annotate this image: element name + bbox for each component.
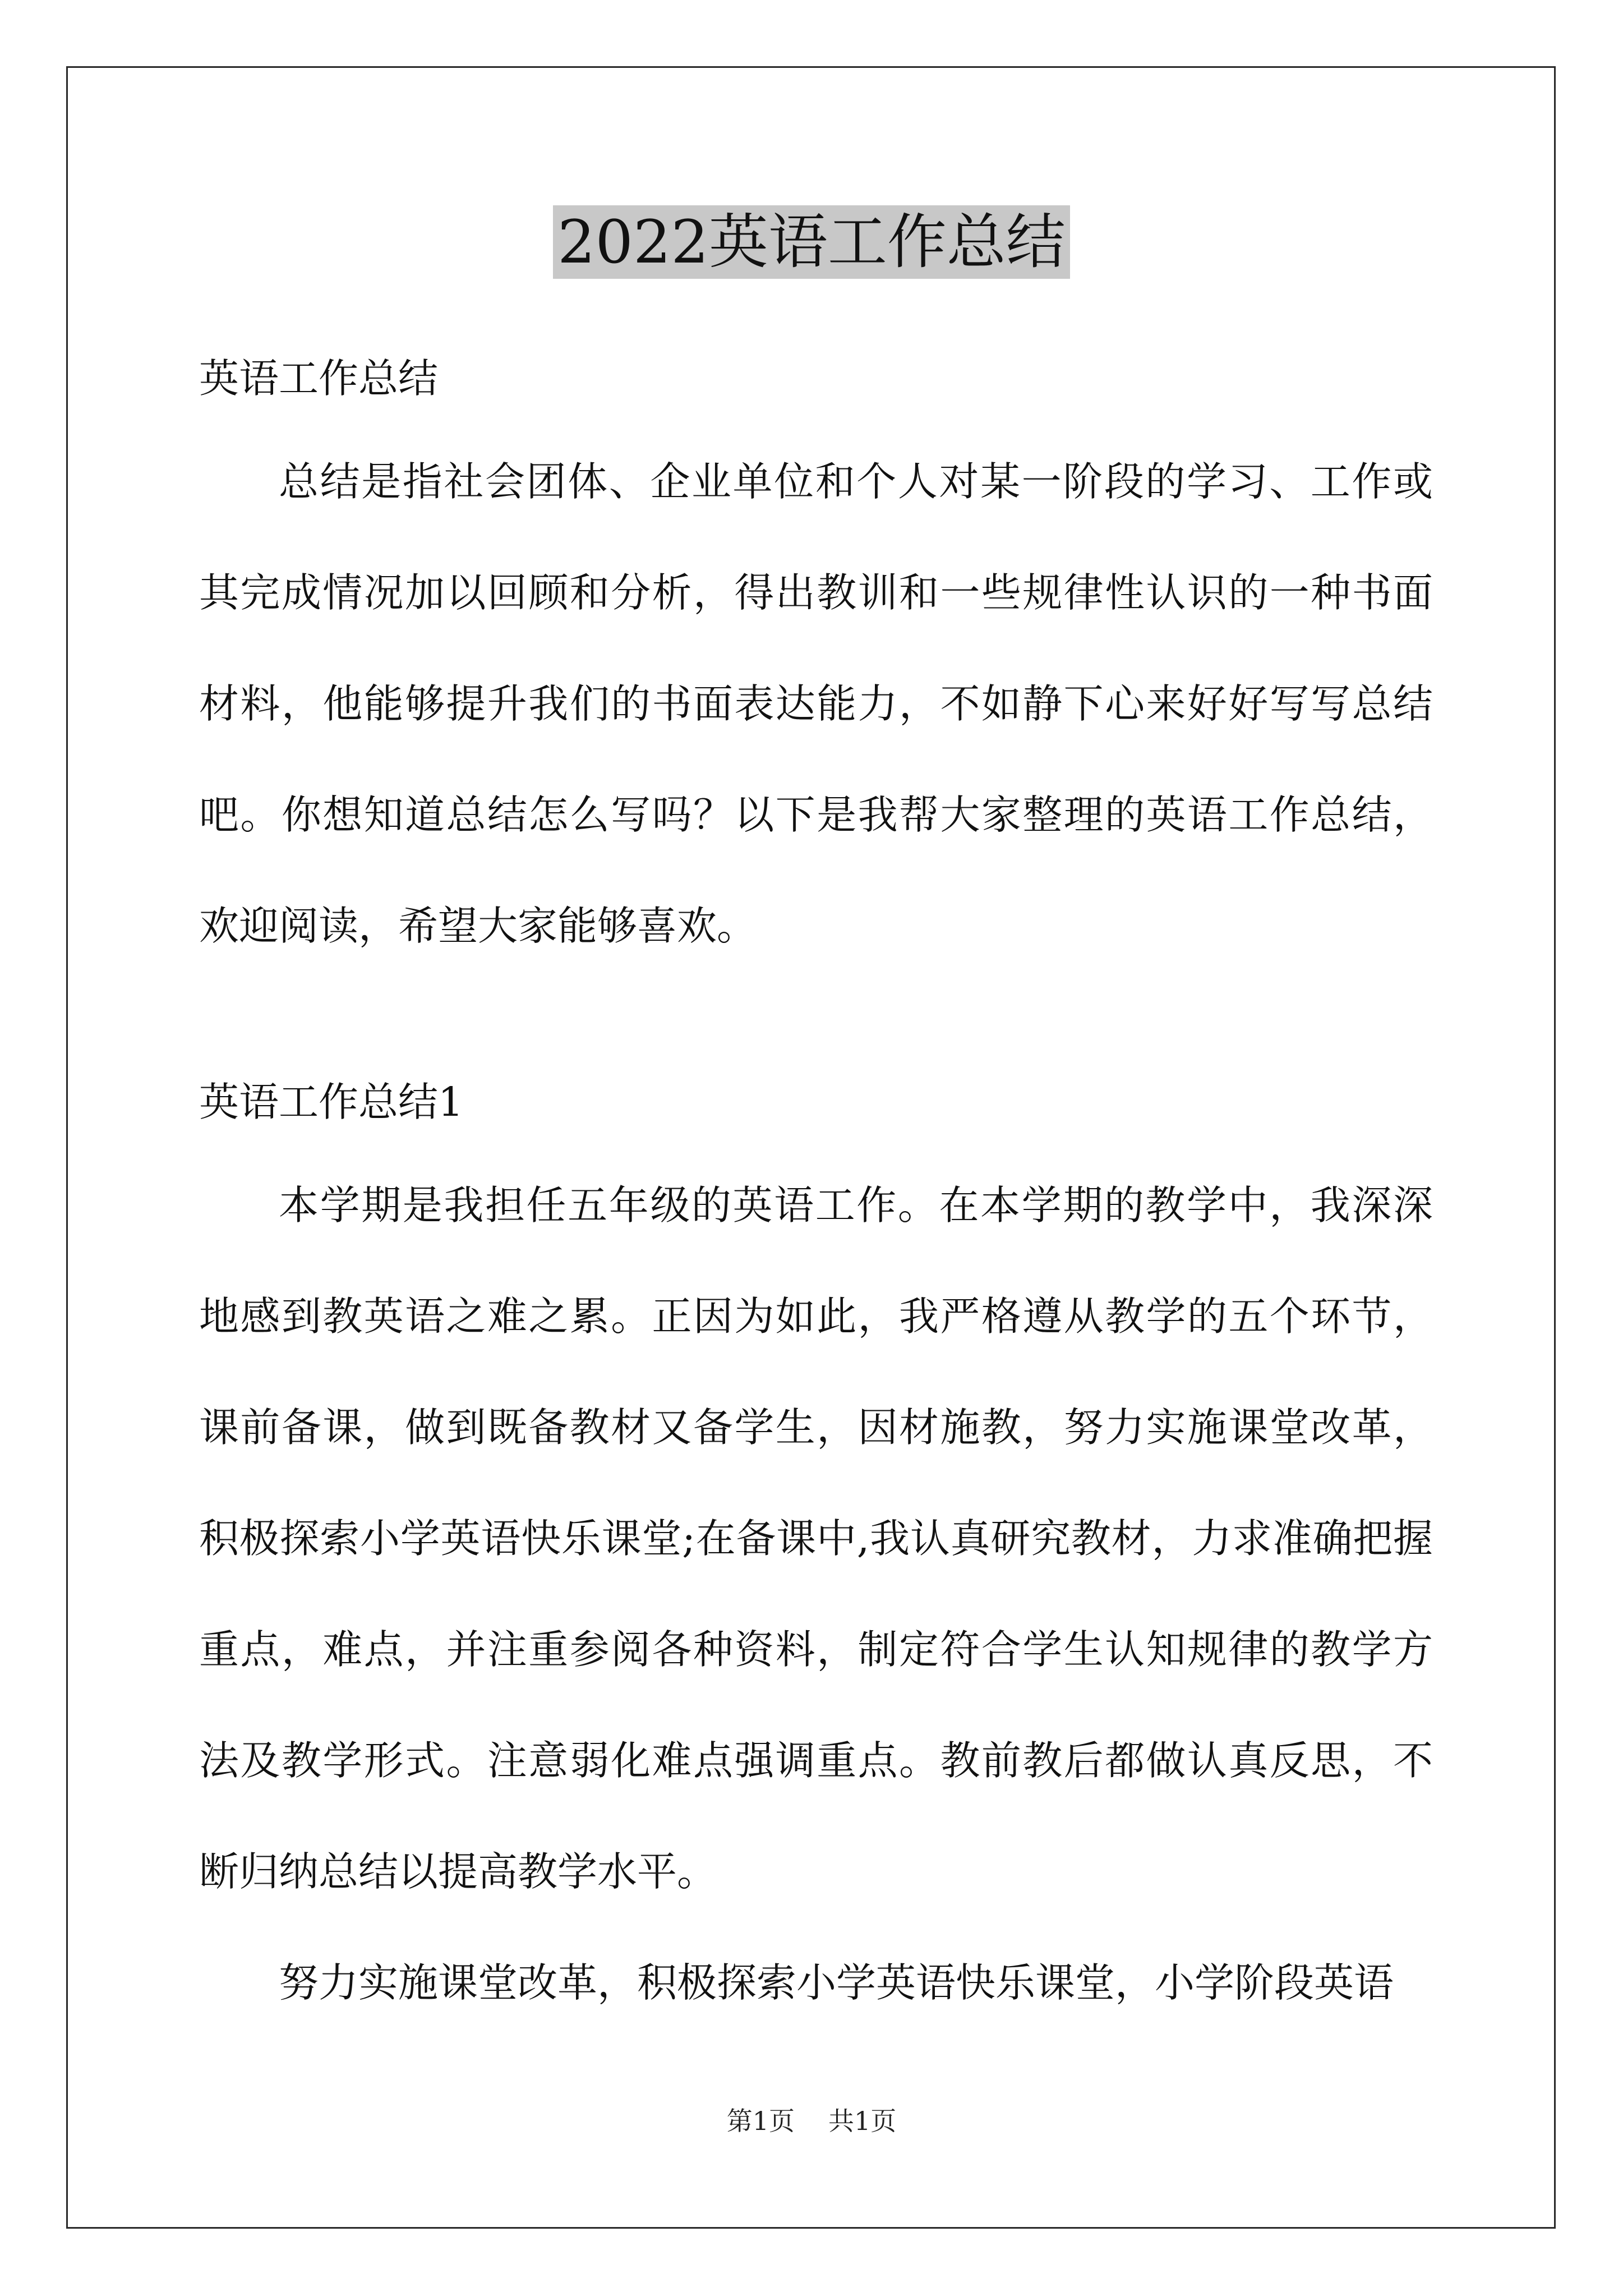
section-paragraph-continued: 努力实施课堂改革，积极探索小学英语快乐课堂，小学阶段英语 (279, 1959, 1394, 2006)
document-body (199, 348, 1433, 2039)
document-title (0, 203, 1623, 282)
page-footer (0, 2101, 1623, 2138)
section-paragraph: 本学期是我担任五年级的英语工作。在本学期的教学中，我深深地感到教英语之难之累。正因为如此，我严格遵从教学的五个环节，课前备课，做到既备教材又备学生，因材施教，努力实施课堂改革，积极探索小学英语快乐课堂;在备课中,我认真研究教材，力求准确把握重点，难点，并注重参阅各种资料，制定符合学生认知规律的教学方法及教学形式。注意弱化难点强调重点。教前教后都做认真反思，不断归纳总结以提高教学水平。 (199, 1182, 1433, 1895)
page-number-current: 第1页 (726, 2106, 795, 2136)
document-subtitle: 英语工作总结 (199, 355, 439, 402)
section-heading: 英语工作总结1 (199, 1079, 464, 1125)
document-title-text: 2022英语工作总结 (553, 205, 1070, 279)
intro-paragraph: 总结是指社会团体、企业单位和个人对某一阶段的学习、工作或其完成情况加以回顾和分析，得出教训和一些规律性认识的一种书面材料，他能够提升我们的书面表达能力，不如静下心来好好写写总结吧。你想知道总结怎么写吗？以下是我帮大家整理的英语工作总结，欢迎阅读，希望大家能够喜欢。 (199, 458, 1433, 949)
page-number-total: 共1页 (828, 2106, 897, 2136)
